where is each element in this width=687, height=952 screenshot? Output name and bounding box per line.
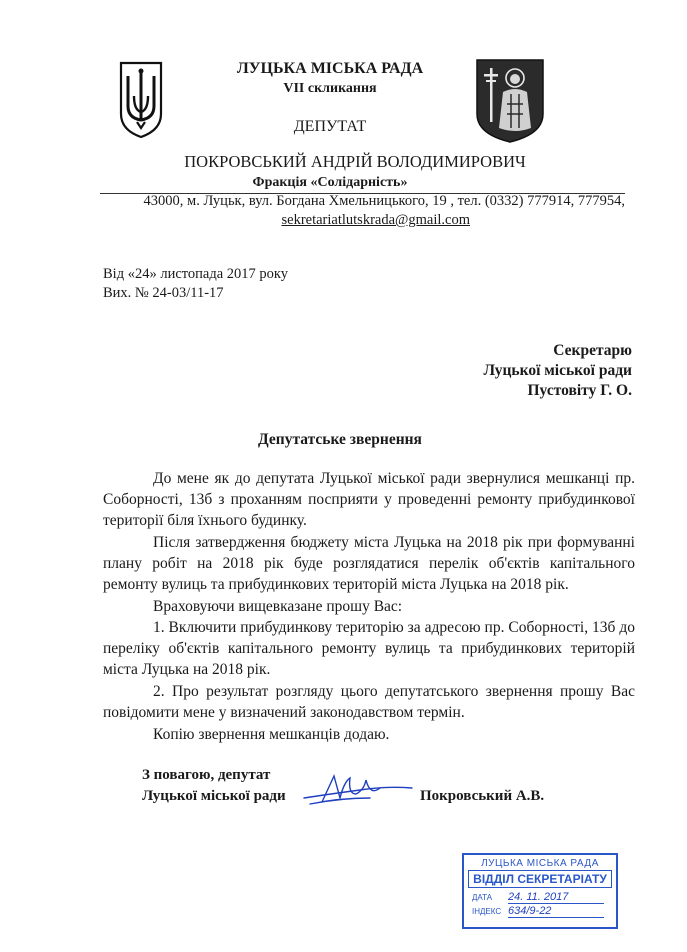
registration-stamp [462, 853, 618, 929]
body-paragraph-6: Копію звернення мешканців додаю. [153, 726, 390, 743]
trident-emblem-icon [118, 60, 164, 140]
stamp-dept: ВІДДІЛ СЕКРЕТАРІАТУ [468, 870, 612, 888]
signature-line-1: З повагою, депутат [142, 767, 271, 783]
signature-line-2: Луцької міської ради [142, 788, 286, 804]
recipient-line-2: Луцької міської ради [483, 362, 632, 379]
recipient-line-1: Секретарю [553, 342, 632, 359]
recipient-line-3: Пустовіту Г. О. [527, 382, 632, 399]
body-paragraph-1: До мене як до депутата Луцької міської ради звернулися мешканці пр. Соборності, 13б з проханням посприяти у проведенні ремонту прибудинкової території біля їхнього будинку. [103, 470, 635, 529]
body-paragraph-2: Після затвердження бюджету міста Луцька на 2018 рік при формуванні плану робіт на 2018 рік буде розглядатися перелік об'єктів капітального ремонту вулиць та прибудинкових територій міста Луцька на 2018 рік. [103, 534, 635, 593]
body-paragraph-3: Враховуючи вищевказане прошу Вас: [153, 598, 403, 615]
stamp-index-value: 634/9-22 [508, 905, 604, 918]
stamp-date-label: ДАТА [472, 893, 493, 902]
council-name: ЛУЦЬКА МІСЬКА РАДА [236, 60, 424, 77]
email-link[interactable]: sekretariatlutskrada@gmail.com [281, 212, 470, 228]
body-paragraph-5: 2. Про результат розгляду цього депутатського звернення прошу Вас повідомити мене у визначений законодавством термін. [103, 683, 635, 721]
faction: Фракція «Солідарність» [252, 175, 408, 190]
stamp-org: ЛУЦЬКА МІСЬКА РАДА [481, 858, 599, 869]
deputy-name: ПОКРОВСЬКИЙ АНДРІЙ ВОЛОДИМИРОВИЧ [184, 152, 526, 171]
signature-name: Покровський А.В. [420, 788, 545, 804]
date-line: Від «24» листопада 2017 року [103, 266, 289, 282]
outgoing-number: Вих. № 24-03/11-17 [103, 285, 224, 301]
body-paragraph-4: 1. Включити прибудинкову територію за адресою пр. Соборності, 13б до переліку об'єктів капітального ремонту вулиць та прибудинкових територій міста Луцька на 2018 рік. [103, 619, 635, 678]
lutsk-coat-of-arms-icon [475, 58, 545, 144]
convocation: VII скликання [283, 81, 377, 96]
stamp-date-value: 24. 11. 2017 [508, 891, 604, 904]
stamp-index-label: ІНДЕКС [472, 907, 502, 916]
document-title: Депутатське звернення [258, 431, 422, 448]
address-line: 43000, м. Луцьк, вул. Богдана Хмельницького, 19 , тел. (0332) 777914, 777954, [143, 193, 625, 209]
handwritten-signature [300, 768, 415, 808]
role-title: ДЕПУТАТ [293, 118, 367, 135]
